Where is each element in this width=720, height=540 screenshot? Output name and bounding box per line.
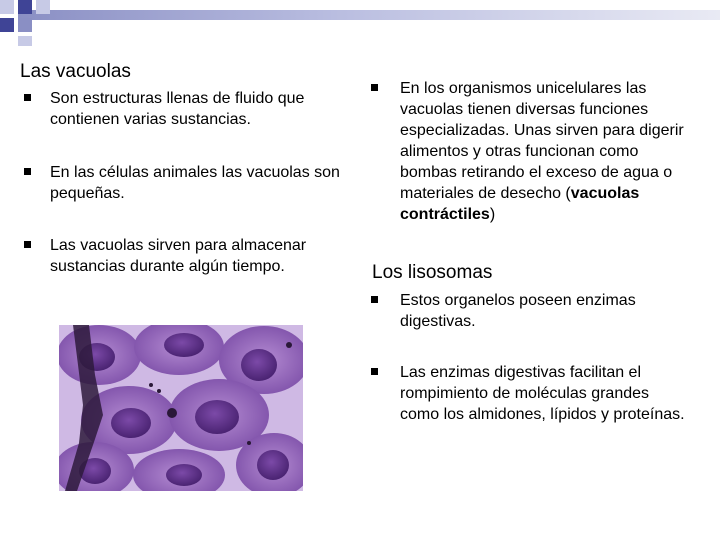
- list-item: [371, 290, 691, 332]
- bullet-square-icon: [24, 168, 31, 175]
- header-band: [18, 10, 720, 20]
- title-decoration: [0, 0, 720, 50]
- list-item: [24, 88, 344, 130]
- bullet-square-icon: [371, 368, 378, 375]
- decor-square: [0, 18, 14, 32]
- decor-square: [18, 36, 32, 46]
- bullet-text-part: ): [489, 206, 496, 223]
- bold-term: vacuolas contráctiles: [400, 185, 640, 223]
- bullet-text: Estos organelos poseen enzimas digestivas.: [400, 292, 636, 330]
- decor-square: [18, 0, 32, 14]
- list-item: [371, 78, 691, 225]
- lisosomas-heading: Los lisosomas: [372, 262, 493, 283]
- bullet-text-part: En los organismos unicelulares las vacuolas tienen diversas funciones especializadas. Unas sirven para digerir alimentos y otras funcionan como bombas retirando el exceso de agua o materiales de desecho (: [400, 80, 684, 202]
- decor-square: [18, 18, 32, 32]
- list-item: [24, 162, 344, 204]
- lisosomas-bullet-list: [371, 290, 691, 460]
- cell-micrograph-image: [59, 325, 303, 491]
- bullet-text: En las células animales las vacuolas son pequeñas.: [50, 164, 340, 202]
- vacuolas-heading: Las vacuolas: [20, 61, 131, 82]
- decor-square: [0, 0, 14, 14]
- list-item: [371, 362, 691, 425]
- bullet-text: Las vacuolas sirven para almacenar sustancias durante algún tiempo.: [50, 237, 307, 275]
- bullet-text: Son estructuras llenas de fluido que contienen varias sustancias.: [50, 90, 305, 128]
- bullet-square-icon: [371, 84, 378, 91]
- bullet-text: Las enzimas digestivas facilitan el rompimiento de moléculas grandes como los almidones, lípidos y proteínas.: [400, 364, 685, 423]
- decor-square: [36, 0, 50, 14]
- bullet-square-icon: [24, 241, 31, 248]
- unicelulares-bullet-list: [371, 78, 691, 238]
- bullet-square-icon: [371, 296, 378, 303]
- list-item: [24, 235, 344, 277]
- vacuolas-bullet-list: [24, 88, 344, 288]
- bullet-square-icon: [24, 94, 31, 101]
- bullet-text: [400, 78, 691, 225]
